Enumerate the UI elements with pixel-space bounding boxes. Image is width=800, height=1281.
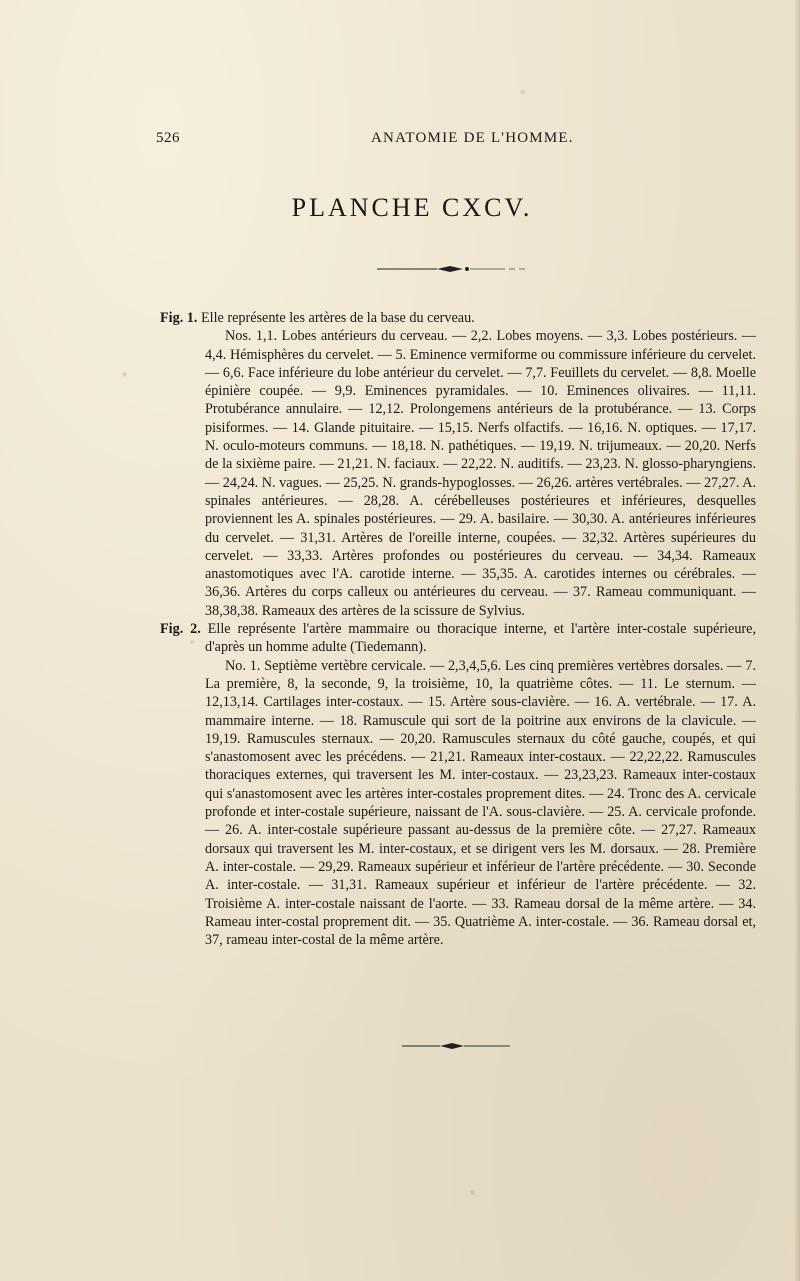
foxing-spot (122, 372, 127, 377)
ornament-divider (375, 263, 535, 275)
figure-2-label: Fig. 2. (160, 621, 201, 638)
figure-1-caption: Elle représente les artères de la base du cerveau. (200, 310, 475, 326)
running-head (156, 130, 724, 152)
foxing-spot (470, 1190, 475, 1195)
plate-legend (160, 309, 756, 949)
page-number: 526 (156, 130, 180, 146)
plate-title: PLANCHE CXCV. (291, 193, 533, 222)
figure-1-heading (160, 309, 756, 327)
figure-2-heading (160, 620, 756, 657)
ornament-tailpiece (402, 1041, 512, 1051)
figure-1-label: Fig. 1. (160, 310, 198, 326)
foxing-spot (520, 90, 526, 94)
figure-2-legend: No. 1. Septième vertèbre cervicale. — 2,3,4,5,6. Les cinq premières vertèbres dorsales. — 7. La première, 8, la seconde, 9, la troisième, 10, la quatrième côtes. — 11. Le sternum. — 12,13,14. Cartilages inter-costaux. — 15. Artère sous-clavière. — 16. A. vertébrale. — 17. A. mammaire interne. — 18. Ramuscule qui sort de la poitrine aux environs de la clavicule. — 19,19. Ramuscules sternaux. — 20,20. Ramuscules sternaux du côté gauche, coupés, et qui s'anastomosent avec les précédens. — 21,21. Rameaux inter-costaux. — 22,22,22. Ramuscules thoraciques externes, qui traversent les M. inter-costaux. — 23,23,23. Rameaux inter-costaux qui s'anastomosent avec les artères inter-costales proprement dites. — 24. Tronc des A. cervicale profonde et inter-costale supérieure, naissant de l'A. sous-clavière. — 25. A. cervicale profonde. — 26. A. inter-costale supérieure passant au-dessus de la première côte. — 27,27. Rameaux dorsaux qui traversent les M. inter-costaux, et se dirigent vers les M. dorsaux. — 28. Première A. inter-costale. — 29,29. Rameaux supérieur et inférieur de l'artère précédente. — 30. Seconde A. inter-costale. — 31,31. Rameaux supérieur et inférieur de l'artère précédente. — 32. Troisième A. inter-costale naissant de l'aorte. — 33. Rameau dorsal de la même artère. — 34. Rameau inter-costal proprement dit. — 35. Quatrième A. inter-costale. — 36. Rameau dorsal et, 37, rameau inter-costal de la même artère. (205, 657, 756, 949)
running-title: ANATOMIE DE L'HOMME. (371, 130, 574, 146)
figure-1-legend: Nos. 1,1. Lobes antérieurs du cerveau. — 2,2. Lobes moyens. — 3,3. Lobes postérieurs. — 4,4. Hémisphères du cervelet. — 5. Eminence vermiforme ou commissure inférieure du cervelet. — 6,6. Face inférieure du lobe antérieur du cervelet. — 7,7. Feuillets du cervelet. — 8,8. Moelle épinière coupée. — 9,9. Eminences pyramidales. — 10. Eminences olivaires. — 11,11. Protubérance annulaire. — 12,12. Prolongemens antérieurs de la protubérance. — 13. Corps pisiformes. — 14. Glande pituitaire. — 15,15. Nerfs olfactifs. — 16,16. N. optiques. — 17,17. N. oculo-moteurs communs. — 18,18. N. pathétiques. — 19,19. N. trijumeaux. — 20,20. Nerfs de la sixième paire. — 21,21. N. faciaux. — 22,22. N. auditifs. — 23,23. N. glosso-pharyngiens. — 24,24. N. vagues. — 25,25. N. grands-hypoglosses. — 26,26. artères vertébrales. — 27,27. A. spinales antérieures. — 28,28. A. cérébelleuses postérieures et inférieures, desquelles proviennent les A. spinales postérieures. — 29. A. basilaire. — 30,30. A. antérieures inférieures du cervelet. — 31,31. Artères de l'oreille interne, coupées. — 32,32. Artères supérieures du cervelet. — 33,33. Artères profondes ou postérieures du cerveau. — 34,34. Rameaux anastomotiques avec l'A. carotide interne. — 35,35. A. carotides internes ou cérébrales. — 36,36. Artères du corps calleux ou antérieures du cerveau. — 37. Rameau communiquant. — 38,38,38. Rameaux des artères de la scissure de Sylvius. (205, 328, 756, 619)
figure-2-caption: Elle représente l'artère mammaire ou thoracique interne, et l'artère inter-costale supérieure, d'après un homme adulte (Tiedemann). (205, 621, 756, 656)
